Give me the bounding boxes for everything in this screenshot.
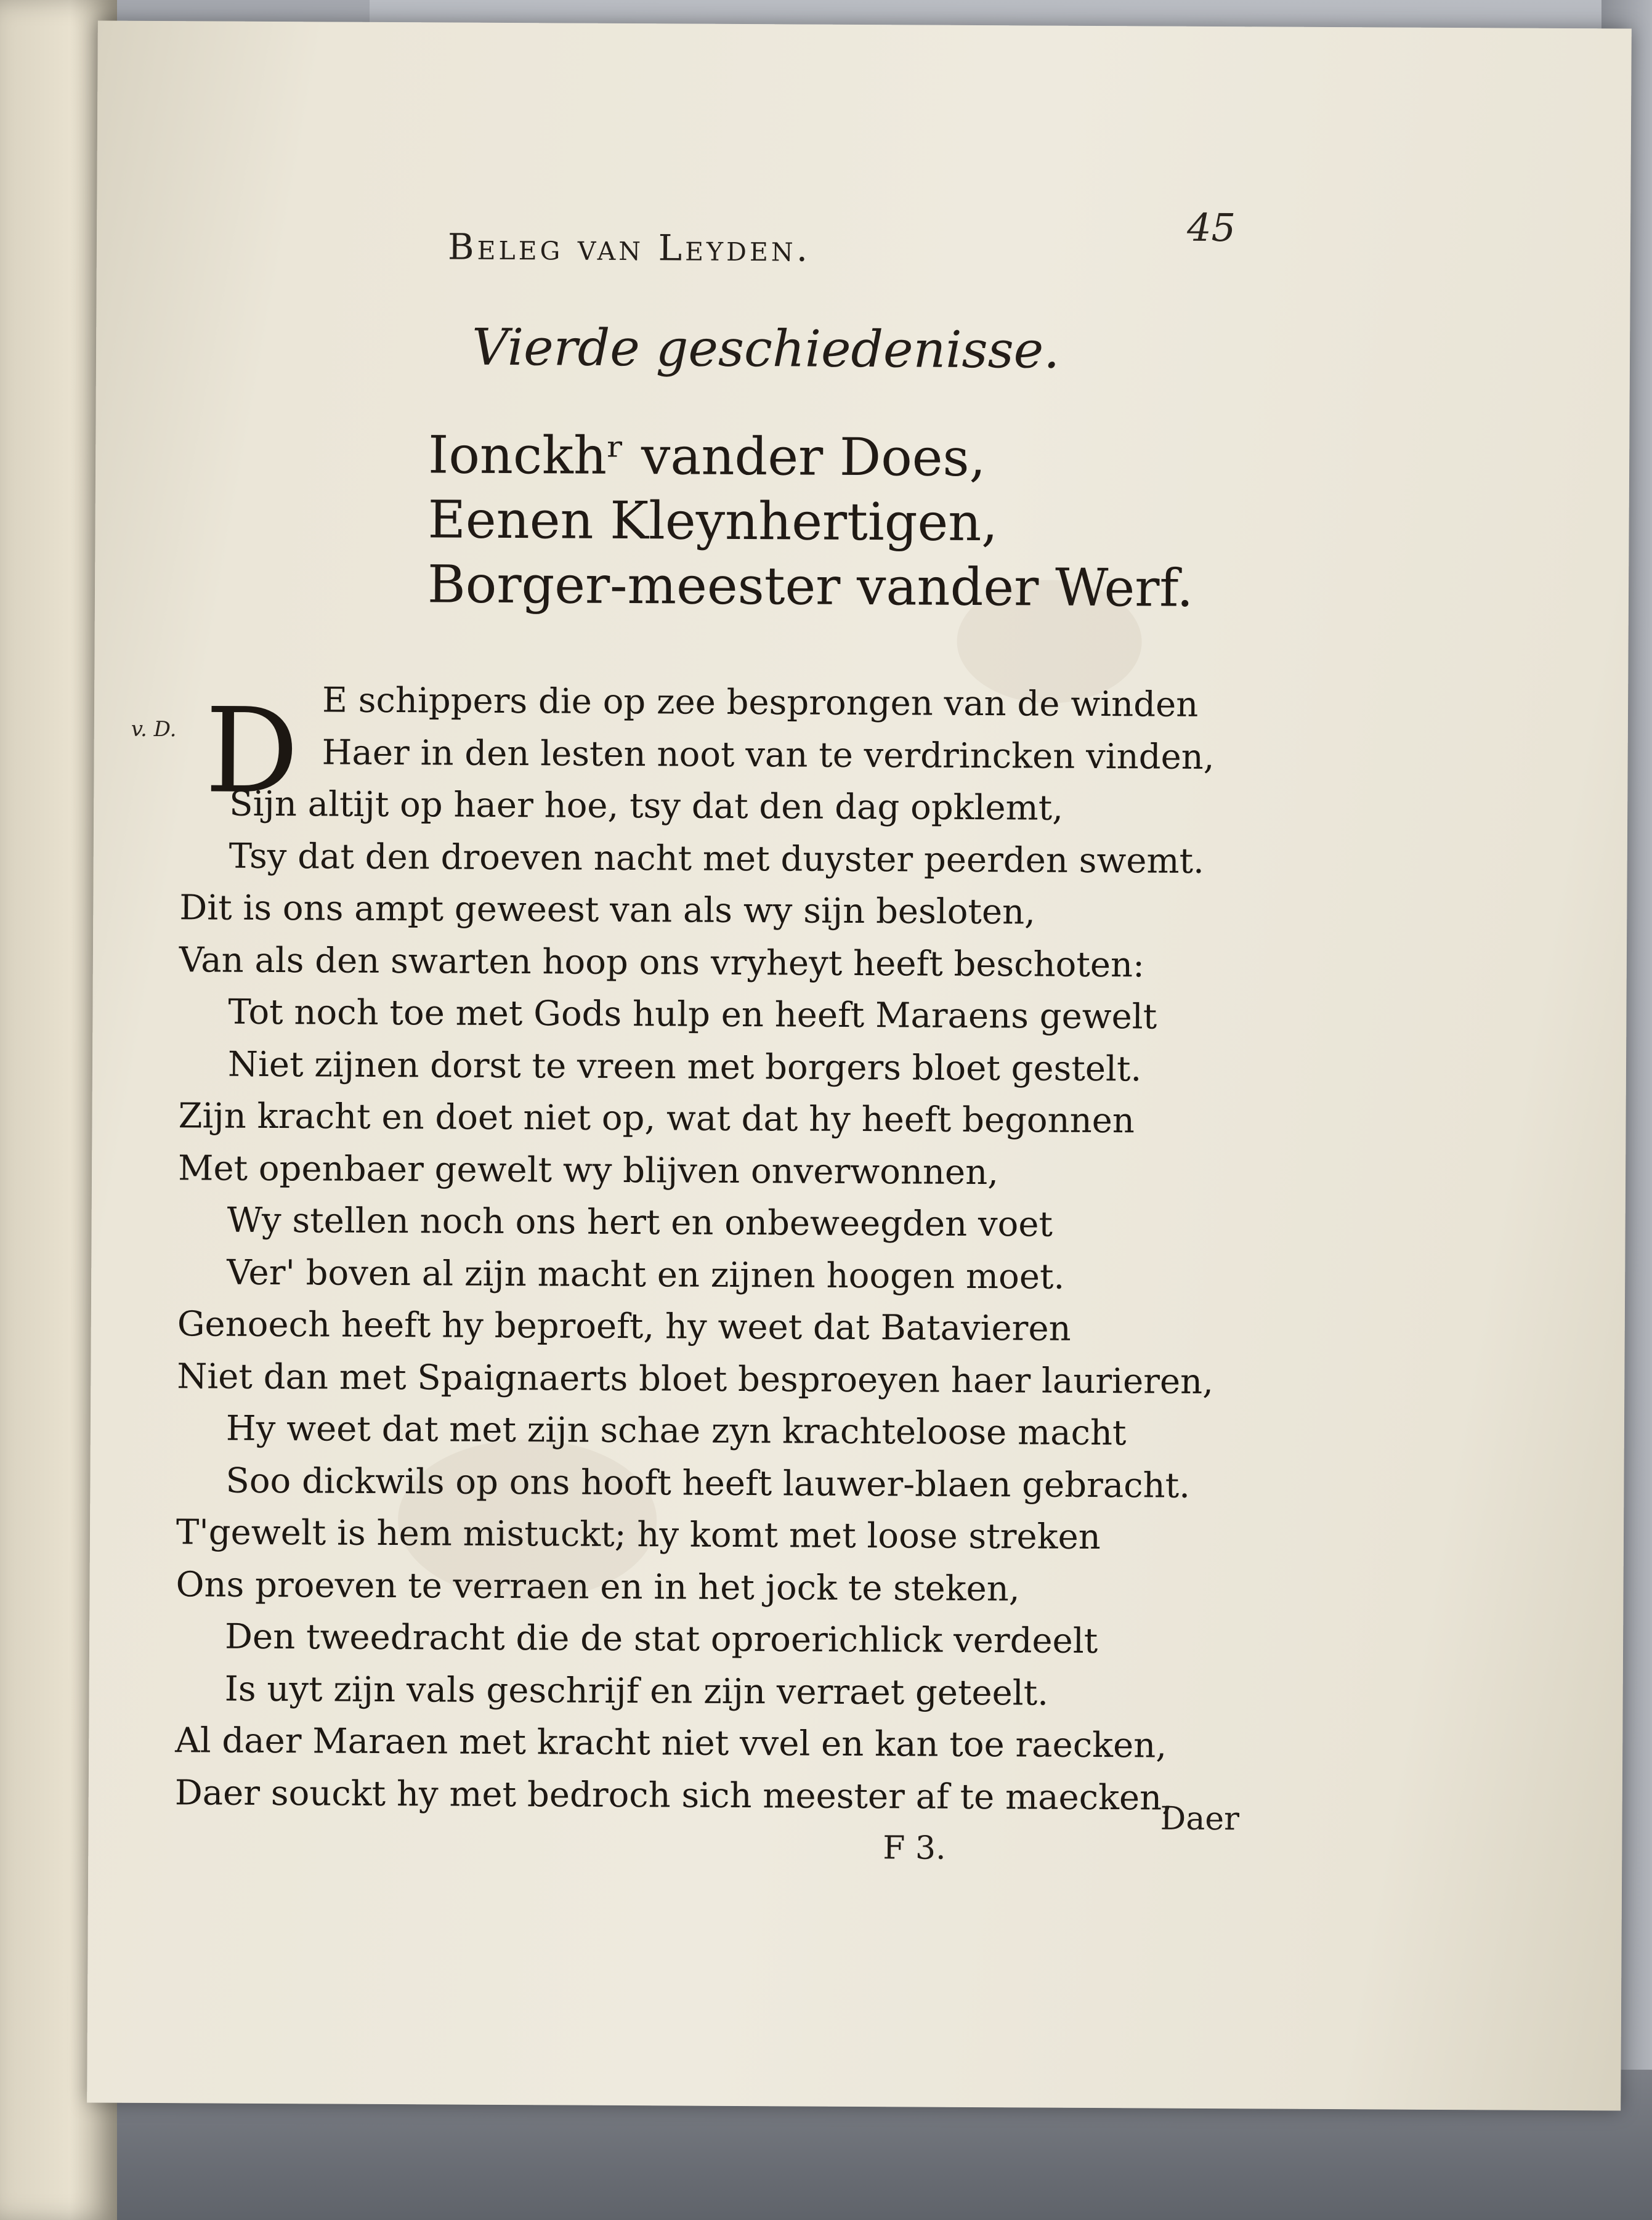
verse-line: Tsy dat den droeven nacht met duyster peerden swemt. [229,836,1205,881]
verse-line: Zijn kracht en doet niet op, wat dat hy heeft begonnen [178,1096,1135,1141]
page-number: 45 [1186,205,1236,251]
speaker-margin-note: v. D. [131,716,177,742]
verse-line: Hy weet dat met zijn schae zyn krachteloose macht [225,1408,1127,1454]
verse-line: E schippers die op zee besprongen van de winden [322,680,1199,725]
verse-line: Daer souckt hy met bedroch sich meester af te maecken, [174,1772,1173,1818]
verse-line: Al daer Maraen met kracht niet vvel en kan toe raecken, [175,1720,1167,1766]
verse-line: Niet zijnen dorst te vreen met borgers bloet gestelt. [227,1044,1142,1089]
verse-line: Wy stellen noch ons hert en onbeweegden voet [227,1200,1053,1245]
signature-mark: F 3. [883,1829,946,1867]
verse-block [175,674,1351,1825]
speaker-line: Ionckhʳ vander Does, [427,424,986,488]
verse-line: Genoech heeft hy beproeft, hy weet dat Batavieren [177,1304,1071,1349]
running-head: Beleg van Leyden. [447,225,811,270]
verse-line: Tot noch toe met Gods hulp en heeft Maraens gewelt [228,992,1157,1037]
speaker-line: Borger-meester vander Werf. [427,554,1194,618]
verse-line: Van als den swarten hoop ons vryheyt heeft beschoten: [179,939,1145,985]
verse-line: Ons proeven te verraen en in het jock te steken, [176,1564,1020,1609]
verse-line: Den tweedracht die de stat oproerichlick verdeelt [224,1616,1098,1662]
verse-line: Met openbaer gewelt wy blijven onverwonnen, [177,1148,999,1193]
book-page [87,21,1632,2111]
verse-line: Ver' boven al zijn macht en zijnen hoogen moet. [227,1252,1065,1297]
verse-line: Niet dan met Spaignaerts bloet besproeyen haer laurieren, [177,1356,1214,1402]
verse-line: Haer in den lesten noot van te verdrincken vinden, [322,732,1215,777]
verse-line: Sijn altijt op haer hoe, tsy dat den dag opklemt, [229,784,1064,828]
speaker-list [427,423,1194,621]
drop-cap-initial: D [204,683,299,820]
section-title: Vierde geschiedenisse. [471,318,1060,380]
catchword: Daer [1160,1800,1240,1838]
verse-line: Is uyt zijn vals geschrijf en zijn verraet geteelt. [224,1669,1049,1714]
verse-line: Dit is ons ampt geweest van als wy sijn besloten, [179,888,1036,933]
verse-line: T'gewelt is hem mistuckt; hy komt met loose streken [176,1512,1101,1558]
speaker-line: Eenen Kleynhertigen, [427,489,998,553]
verse-line: Soo dickwils op ons hooft heeft lauwer-blaen gebracht. [225,1460,1191,1506]
